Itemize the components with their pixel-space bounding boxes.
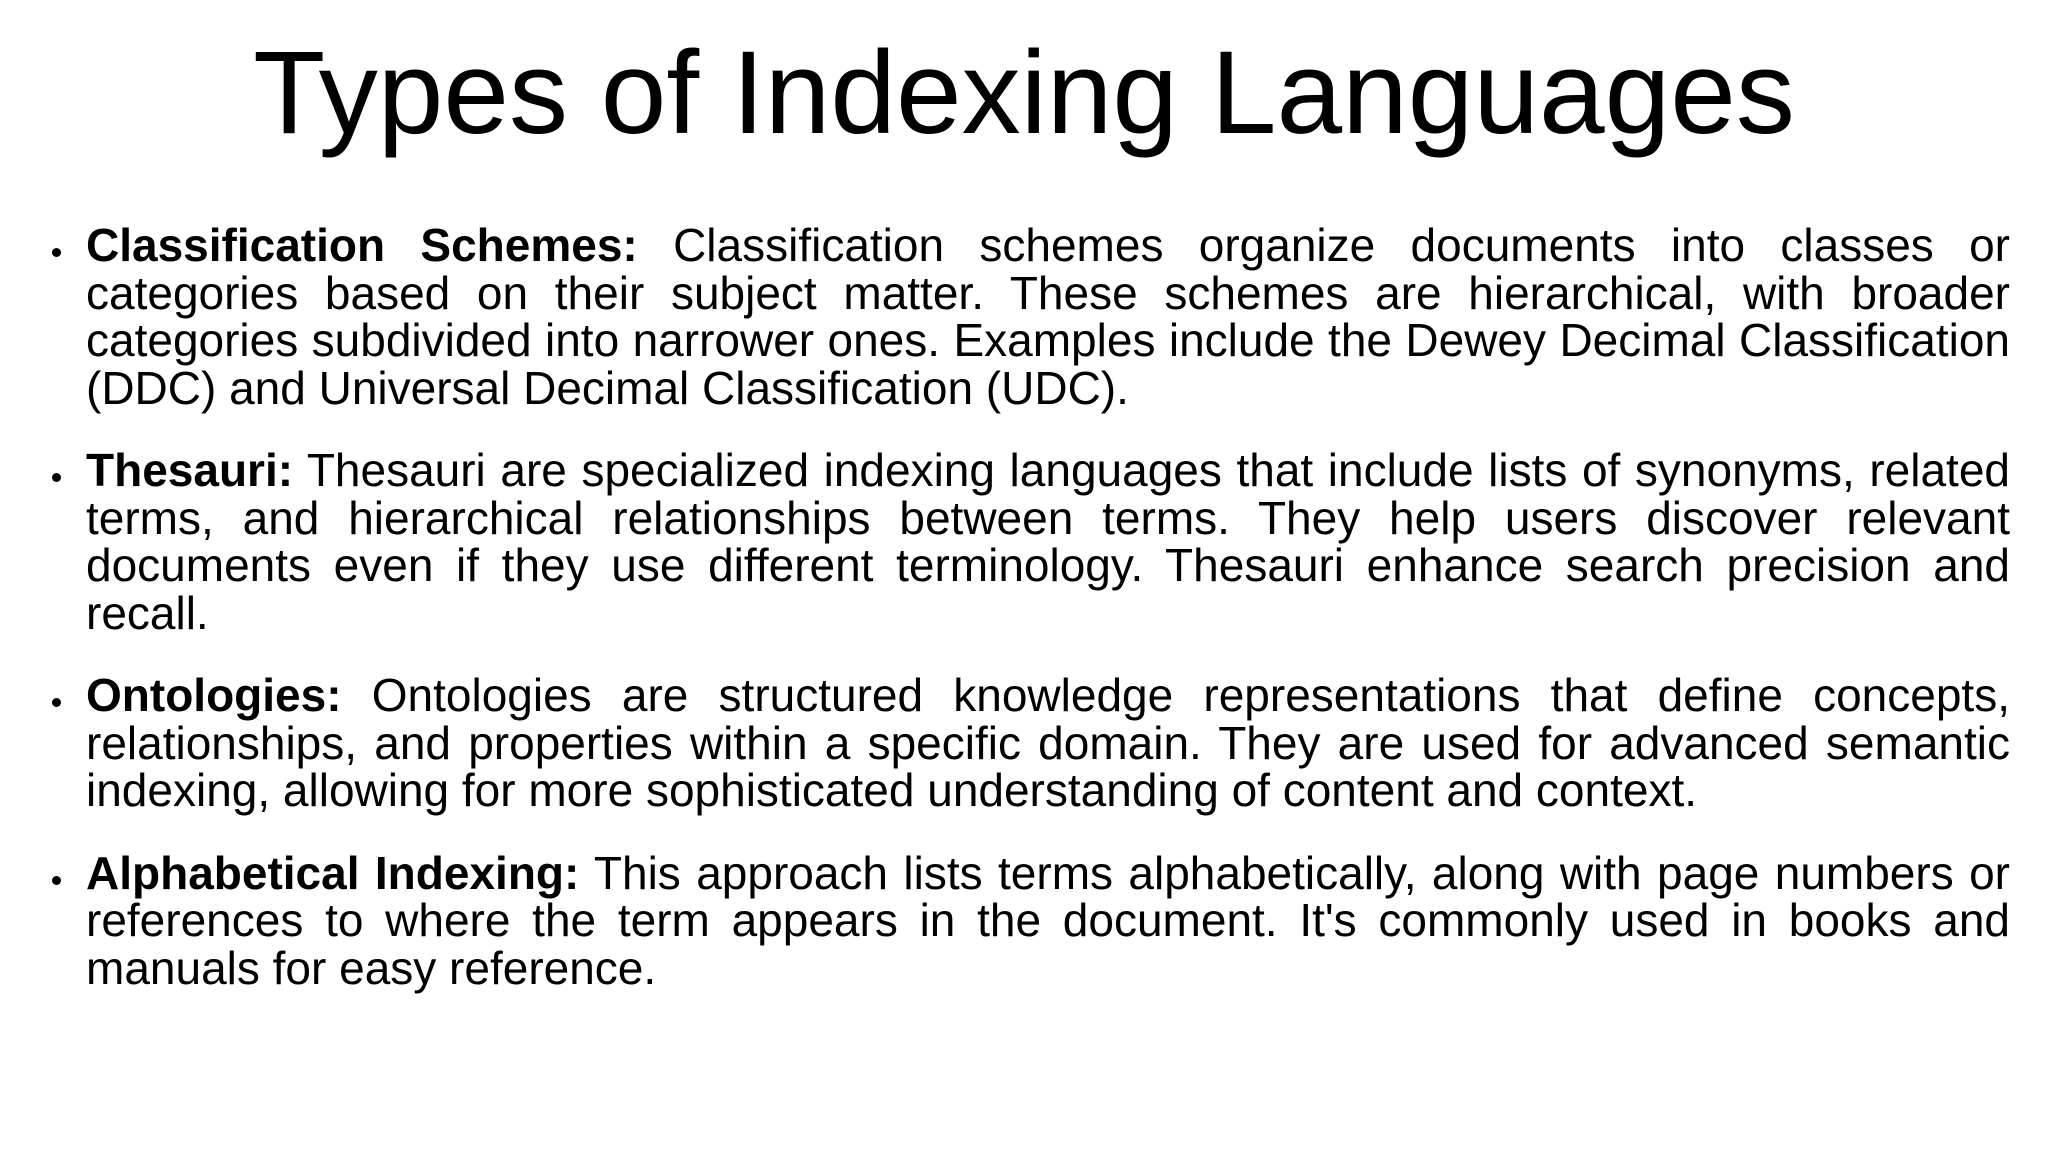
bullet-item-alphabetical-indexing — [86, 846, 2011, 994]
bullet-item-ontologies — [86, 669, 2010, 816]
bullet-icon — [46, 447, 66, 495]
bullet-text: Classification schemes organize documents into classes or categories based on their subject matter. These schemes are hierarchical, with broader categories subdivided into narrower ones. Examples include the Dewey Decimal Classification (DDC) and Universal Decimal Classification (UDC). — [86, 219, 2010, 414]
bullet-list — [86, 219, 2011, 1027]
bullet-icon — [46, 850, 66, 898]
bullet-text: Thesauri are specialized indexing languages that include lists of synonyms, related terms, and hierarchical relationships between terms. They help users discover relevant documents even if they use different terminology. Thesauri enhance search precision and recall. — [86, 444, 2010, 639]
bullet-term: Classification Schemes: — [86, 219, 638, 271]
bullet-text: Ontologies are structured knowledge representations that define concepts, relationships, and properties within a specific domain. They are used for advanced semantic indexing, allowing for more sophisticated understanding of content and context. — [86, 669, 2010, 816]
bullet-term: Ontologies: — [86, 669, 342, 721]
bullet-text: This approach lists terms alphabetically, along with page numbers or references to where the term appears in the document. It's commonly used in books and manuals for easy reference. — [86, 846, 2011, 994]
bullet-icon — [46, 672, 66, 720]
bullet-term: Alphabetical Indexing: — [86, 846, 580, 899]
bullet-item-thesauri — [86, 444, 2010, 639]
bullet-icon — [46, 222, 66, 270]
bullet-item-classification-schemes — [86, 219, 2010, 414]
slide-title: Types of Indexing Languages — [253, 27, 1795, 159]
bullet-term: Thesauri: — [86, 444, 294, 496]
